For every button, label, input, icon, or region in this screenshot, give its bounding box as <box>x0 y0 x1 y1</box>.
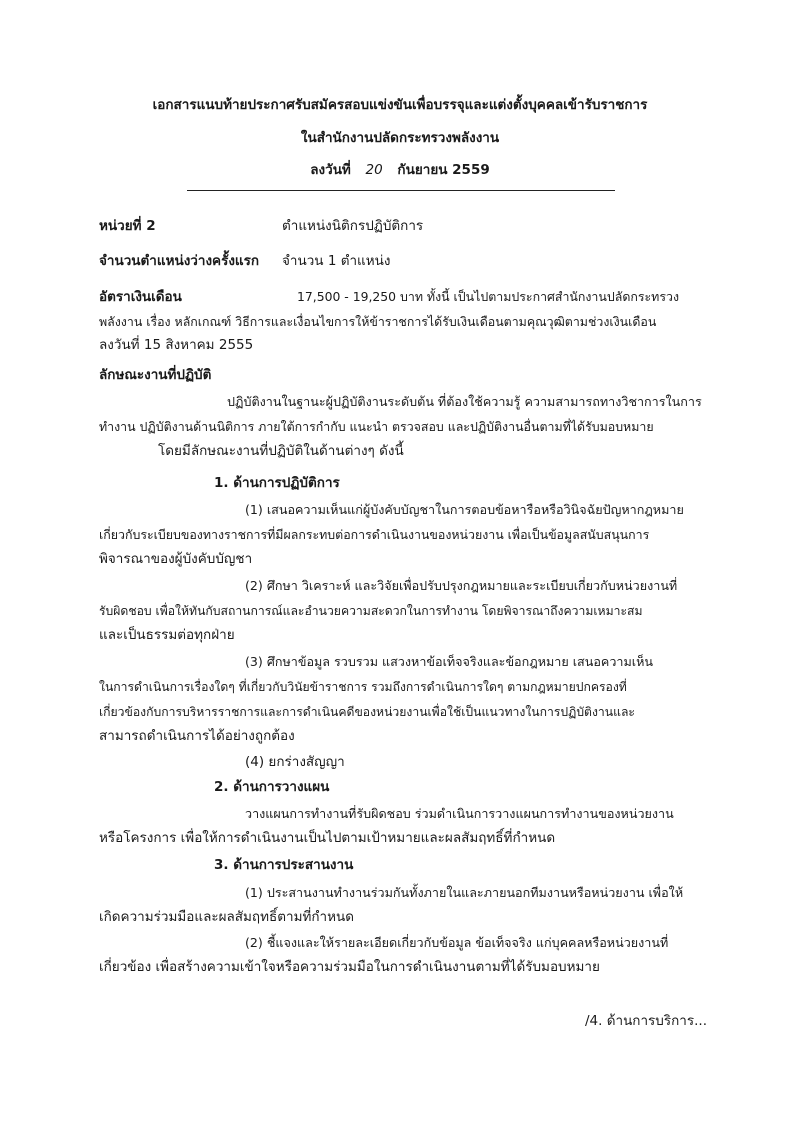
date-day: 20 <box>365 162 383 178</box>
section-text: (2) ศึกษา วิเคราะห์ และวิจัยเพื่อปรับปรุงกฎหมายและระเบียบเกี่ยวกับหน่วยงานที่ <box>245 578 678 593</box>
salary-line1: 17,500 - 19,250 บาท ทั้งนี้ เป็นไปตามประกาศสำนักงานปลัดกระทรวง <box>297 289 680 304</box>
duties-intro-line: ทำงาน ปฏิบัติงานด้านนิติการ ภายใต้การกำกับ แนะนำ ตรวจสอบ และปฏิบัติงานอื่นตามที่ได้รับมอบหมาย <box>99 419 654 434</box>
section-text: เกี่ยวข้องกับการบริหารราชการและการดำเนินคดีของหน่วยงานเพื่อใช้เป็นแนวทางในการปฏิบัติงานและ <box>99 705 635 719</box>
page-continuation: /4. ด้านการบริการ... <box>585 1013 708 1029</box>
section-text: (2) ชี้แจงและให้รายละเอียดเกี่ยวกับข้อมูล ข้อเท็จจริง แก่บุคคลหรือหน่วยงานที่ <box>245 935 669 950</box>
doc-title-line1: เอกสารแนบท้ายประกาศรับสมัครสอบแข่งขันเพื่อบรรจุและแต่งตั้งบุคคลเข้ารับราชการ <box>152 97 648 113</box>
doc-date <box>0 161 800 179</box>
section-heading: 1. ด้านการปฏิบัติการ <box>214 475 340 491</box>
section-text: และเป็นธรรมต่อทุกฝ่าย <box>99 627 235 643</box>
unit-value: ตำแหน่งนิติกรปฏิบัติการ <box>282 218 424 234</box>
duties-intro-line: โดยมีลักษณะงานที่ปฏิบัติในด้านต่างๆ ดังนี้ <box>158 443 404 459</box>
section-text: เกิดความร่วมมือและผลสัมฤทธิ์ตามที่กำหนด <box>99 909 355 925</box>
duties-intro-line: ปฏิบัติงานในฐานะผู้ปฏิบัติงานระดับต้น ที่ต้องใช้ความรู้ ความสามารถทางวิชาการในการ <box>227 394 702 409</box>
vacancy-label: จำนวนตำแหน่งว่างครั้งแรก <box>99 253 260 269</box>
section-text: พิจารณาของผู้บังคับบัญชา <box>99 551 253 567</box>
section-text: หรือโครงการ เพื่อให้การดำเนินงานเป็นไปตามเป้าหมายและผลสัมฤทธิ์ที่กำหนด <box>99 830 556 846</box>
section-text: (3) ศึกษาข้อมูล รวบรวม แสวงหาข้อเท็จจริงและข้อกฎหมาย เสนอความเห็น <box>245 654 654 669</box>
doc-title-line2: ในสำนักงานปลัดกระทรวงพลังงาน <box>300 130 500 146</box>
section-text: (1) ประสานงานทำงานร่วมกันทั้งภายในและภายนอกทีมงานหรือหน่วยงาน เพื่อให้ <box>245 885 684 900</box>
section-text: (4) ยกร่างสัญญา <box>245 754 345 770</box>
section-heading: 2. ด้านการวางแผน <box>214 779 330 795</box>
header-divider <box>187 190 615 191</box>
vacancy-value: จำนวน 1 ตำแหน่ง <box>282 253 391 269</box>
duties-label: ลักษณะงานที่ปฏิบัติ <box>99 367 212 383</box>
unit-label: หน่วยที่ 2 <box>99 218 156 234</box>
section-text: รับผิดชอบ เพื่อให้ทันกับสถานการณ์และอำนวยความสะดวกในการทำงาน โดยพิจารณาถึงความเหมาะสม <box>99 604 643 618</box>
section-text: (1) เสนอความเห็นแก่ผู้บังคับบัญชาในการตอบข้อหารือหรือวินิจฉัยปัญหากฎหมาย <box>245 502 684 517</box>
salary-line3: ลงวันที่ 15 สิงหาคม 2555 <box>99 337 254 353</box>
section-text: เกี่ยวกับระเบียบของทางราชการที่มีผลกระทบต่อการดำเนินงานของหน่วยงาน เพื่อเป็นข้อมูลสนับสนุนการ <box>99 527 650 542</box>
section-text: เกี่ยวข้อง เพื่อสร้างความเข้าใจหรือความร่วมมือในการดำเนินงานตามที่ได้รับมอบหมาย <box>99 959 600 975</box>
date-rest: กันยายน 2559 <box>397 162 490 178</box>
section-text: วางแผนการทำงานที่รับผิดชอบ ร่วมดำเนินการวางแผนการทำงานของหน่วยงาน <box>245 806 674 821</box>
salary-label: อัตราเงินเดือน <box>99 289 182 305</box>
section-text: สามารถดำเนินการได้อย่างถูกต้อง <box>99 728 295 744</box>
date-prefix: ลงวันที่ <box>310 162 351 178</box>
salary-line2: พลังงาน เรื่อง หลักเกณฑ์ วิธีการและเงื่อนไขการให้ข้าราชการได้รับเงินเดือนตามคุณวุฒิตามช่วงเงินเดือน <box>99 314 657 329</box>
section-text: ในการดำเนินการเรื่องใดๆ ที่เกี่ยวกับวินัยข้าราชการ รวมถึงการดำเนินการใดๆ ตามกฎหมายปกครองที่ <box>99 680 627 694</box>
section-heading: 3. ด้านการประสานงาน <box>214 857 354 873</box>
